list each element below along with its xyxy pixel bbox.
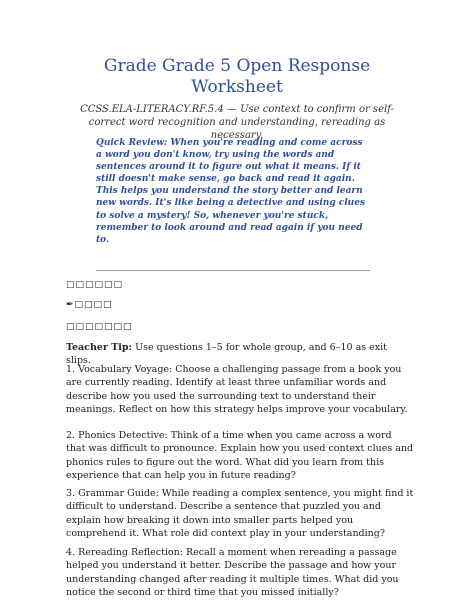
glyph-row-1: □□□□□□ bbox=[66, 280, 124, 290]
question-3: 3. Grammar Guide: While reading a complex sentence, you might find it difficult to understand. Describe a sentence that puzzled you and explain how breaking it down into smaller parts helped you comprehend it. What role did context play in your understanding? bbox=[66, 488, 414, 539]
standard-statement: CCSS.ELA-LITERACY.RF.5.4 — Use context to confirm or self-correct word recognition and understanding, rereading as necessary. bbox=[80, 104, 394, 141]
teacher-tip-text: Use questions 1–5 for whole group, and 6–10 as exit slips. bbox=[66, 342, 387, 367]
review-divider bbox=[96, 270, 370, 271]
glyph-row-2: ✒□□□□ bbox=[66, 300, 113, 310]
question-1: 1. Vocabulary Voyage: Choose a challenging passage from a book you are currently reading. Identify at least three unfamiliar words and describe how you used the surrounding text to understand their meanings. Reflect on how this strategy helps improve your vocabulary. bbox=[66, 364, 408, 415]
glyph-row-3: □□□□□□□ bbox=[66, 322, 133, 332]
teacher-tip-label: Teacher Tip: bbox=[66, 342, 133, 353]
title-line-2: Worksheet bbox=[191, 77, 283, 97]
question-2: 2. Phonics Detective: Think of a time when you came across a word that was difficult to pronounce. Explain how you used context clues and phonics rules to figure out the word. What did you learn from this experience that can help you in future reading? bbox=[66, 430, 414, 481]
worksheet-title bbox=[60, 56, 414, 98]
question-4: 4. Rereading Reflection: Recall a moment when rereading a passage helped you understand it better. Describe the passage and how your understanding changed after reading it multiple times. What did you notice the second or third time that you missed initially? bbox=[66, 547, 399, 598]
title-line-1: Grade Grade 5 Open Response bbox=[103, 56, 371, 76]
quick-review-box: Quick Review: When you're reading and come across a word you don't know, try using the words and sentences around it to figure out what it means. If it still doesn't make sense, go back and read it again. This helps you understand the story better and learn new words. It's like being a detective and using clues to solve a mystery! So, whenever you're stuck, remember to look around and read again if you need to. bbox=[96, 138, 365, 245]
